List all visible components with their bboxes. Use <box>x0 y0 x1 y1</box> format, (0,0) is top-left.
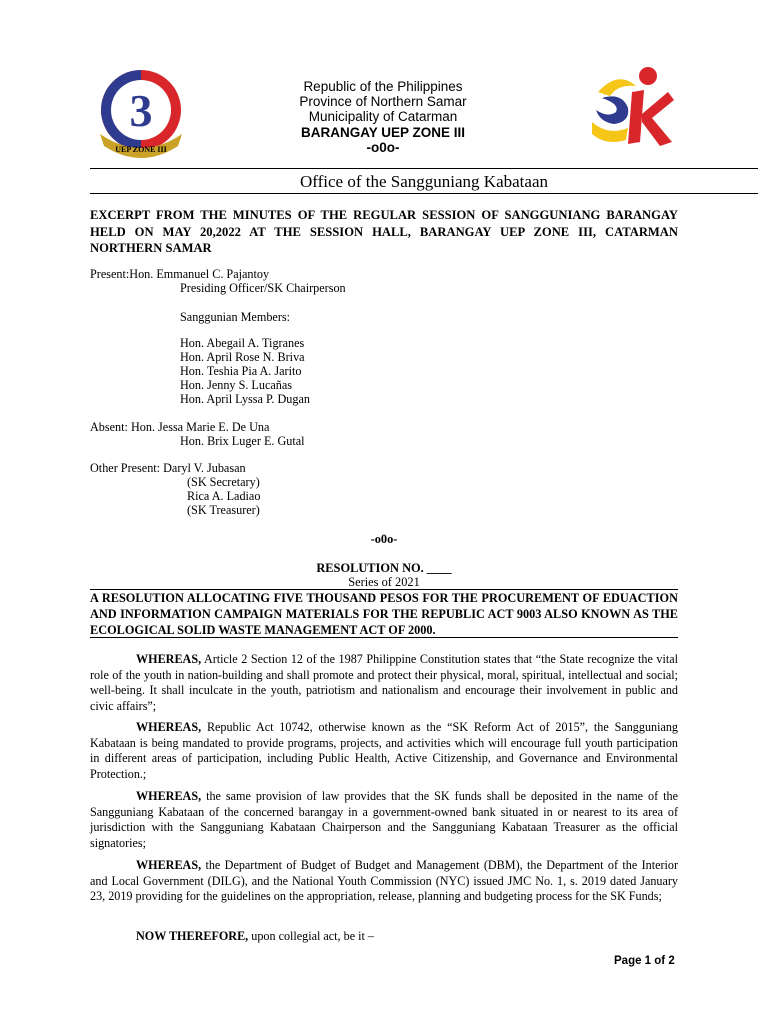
resolution-title: A RESOLUTION ALLOCATING FIVE THOUSAND PESOS FOR THE PROCUREMENT OF EDUACTION AND INFORMATION CAMPAIGN MATERIALS FOR THE REPUBLIC ACT 9003 ALSO KNOWN AS THE ECOLOGICAL SOLID WASTE MANAGEMENT ACT OF 2000. <box>90 591 678 637</box>
members-label: Sanggunian Members: <box>180 310 291 324</box>
sk-logo <box>588 62 676 152</box>
member-item: Hon. April Rose N. Briva <box>180 350 305 364</box>
clause-lead: WHEREAS, <box>136 720 202 734</box>
now-therefore-paragraph <box>90 929 678 945</box>
header-republic: Republic of the Philippines <box>303 79 463 94</box>
seal-numeral: 3 <box>129 85 153 136</box>
resolution-number: RESOLUTION NO. ____ <box>316 561 452 575</box>
excerpt-heading: EXCERPT FROM THE MINUTES OF THE REGULAR SESSION OF SANGGUNIANG BARANGAY HELD ON MAY 20,2022 AT THE SESSION HALL, BARANGAY UEP ZONE III, CATARMAN NORTHERN SAMAR <box>90 208 678 255</box>
seal-banner-text: UEP ZONE III <box>115 145 167 154</box>
member-item: Hon. Abegail A. Tigranes <box>180 336 305 350</box>
whereas-paragraph <box>90 652 678 714</box>
clause-lead: NOW THEREFORE, <box>136 929 249 943</box>
member-item: Hon. Teshia Pia A. Jarito <box>180 364 302 378</box>
clause-text: the Department of Budget of Budget and Management (DBM), the Department of the Interior and Local Government (DILG), and the National Youth Commission (NYC) issued JMC No. 1, s. 2019 dated January 23, 2019 providing for the guidelines on the appropriation, release, planning and budgeting process for the SK Funds; <box>90 858 678 904</box>
present-line: Present:Hon. Emmanuel C. Pajantoy <box>90 267 270 281</box>
header-barangay: BARANGAY UEP ZONE III <box>300 124 466 140</box>
resolution-title-rule-bottom <box>90 637 678 638</box>
section-separator: -o0o- <box>370 532 398 546</box>
other-present-line: Other Present: Daryl V. Jubasan <box>90 461 246 475</box>
present-role: Presiding Officer/SK Chairperson <box>180 281 346 295</box>
member-item: Hon. Jenny S. Lucañas <box>180 378 293 392</box>
other-present-role: (SK Secretary) <box>187 475 260 489</box>
whereas-paragraph <box>90 720 678 782</box>
clause-text: upon collegial act, be it – <box>248 929 374 943</box>
whereas-paragraph <box>90 858 678 905</box>
clause-lead: WHEREAS, <box>136 652 202 666</box>
letterhead <box>230 79 536 155</box>
clause-text: the same provision of law provides that the SK funds shall be deposited in the name of the Sangguniang Kabataan of the concerned barangay in a government-owned bank situated in or nearest to its area of jurisdiction with the Sangguniang Kabataan Chairperson and the Sangguniang Kabataan Treasurer as the official signatories; <box>90 789 678 850</box>
absent-member: Hon. Brix Luger E. Gutal <box>180 434 305 448</box>
barangay-seal-logo <box>94 66 188 160</box>
other-present-role: (SK Treasurer) <box>187 503 260 517</box>
header-bottom-rule <box>90 193 758 194</box>
absent-line: Absent: Hon. Jessa Marie E. De Una <box>90 420 270 434</box>
header-separator: -o0o- <box>366 139 400 155</box>
header-province: Province of Northern Samar <box>299 94 467 110</box>
clause-text: Republic Act 10742, otherwise known as the “SK Reform Act of 2015”, the Sangguniang Kabataan is being mandated to provide programs, projects, and activities which will encourage full youth participation in different areas of participation, including Public Health, Active Citizenship, and Governance and Environmental Protection.; <box>90 720 678 781</box>
other-present-name: Rica A. Ladiao <box>187 489 261 503</box>
office-title: Office of the Sangguniang Kabataan <box>300 172 548 191</box>
page-number: Page 1 of 2 <box>614 955 675 967</box>
clause-lead: WHEREAS, <box>136 858 202 872</box>
clause-text: Article 2 Section 12 of the 1987 Philippine Constitution states that “the State recognize the vital role of the youth in nation-building and shall promote and protect their physical, moral, spiritual, intellectual and social; well-being. It shall inculcate in the youth, patriotism and nationalism and encourage their involvement in public and civic affairs”; <box>90 652 678 713</box>
header-municipality: Municipality of Catarman <box>308 109 458 125</box>
whereas-paragraph <box>90 789 678 851</box>
resolution-series: Series of 2021 <box>348 575 420 589</box>
header-top-rule <box>90 168 758 169</box>
clause-lead: WHEREAS, <box>136 789 202 803</box>
member-item: Hon. April Lyssa P. Dugan <box>180 392 311 406</box>
